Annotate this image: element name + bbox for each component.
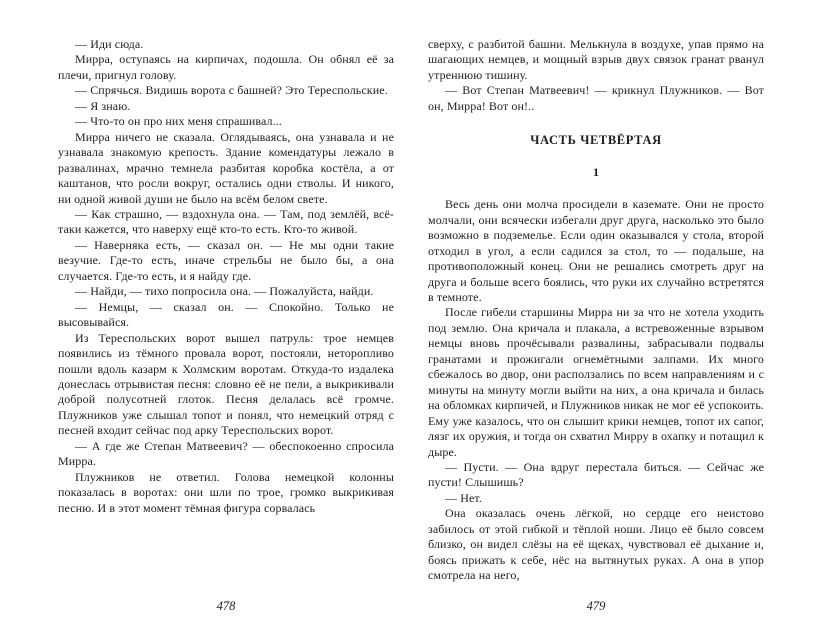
- paragraph: Мирра, оступаясь на кирпичах, подошла. Он обнял её за плечи, пригнул голову.: [58, 52, 394, 82]
- paragraph: Весь день они молча просидели в каземате. Они не просто молчали, они всячески избегали друг друга, насколько это было возможно в подземелье. Если один оказывался у стола, второй отходил в угол, а если садился за стол, то — подальше, на противоположный конец. Они не решались смотреть друг на друга и больше всего боялись, что руки их случайно встретятся в темноте.: [428, 197, 764, 304]
- page-right: [428, 0, 764, 636]
- paragraph: — А где же Степан Матвеевич? — обеспокоенно спросила Мирра.: [58, 438, 394, 469]
- right-page-continuation-text: [428, 37, 764, 114]
- right-page-main-text: [428, 197, 764, 583]
- right-page-number: 479: [586, 599, 606, 613]
- paragraph: — Иди сюда.: [75, 37, 144, 51]
- paragraph: — Найди, — тихо попросила она. — Пожалуйста, найди.: [75, 284, 374, 299]
- chapter-heading: ЧАСТЬ ЧЕТВЁРТАЯ: [530, 133, 662, 148]
- paragraph: Из Тереспольских ворот вышел патруль: трое немцев появились из тёмного провала ворот, постояли, неторопливо пошли вдоль казарм к Холмским воротам. Откуда-то издалека донеслась отрывистая песня: словно её не пели, а выкрикивали доброй полусотней глоток. Песня делалась всё громче. Плужников уже слышал топот и понял, что немецкий отряд с песней входит сейчас под арку Тереспольских ворот.: [58, 330, 394, 438]
- paragraph: — Нет.: [445, 490, 482, 505]
- paragraph: Она оказалась очень лёгкой, но сердце его неистово забилось от этой гибкой и тёплой ноши. Лицо её было совсем близко, он видел слёзы на её щеках, чувствовал её дыхание и, боясь прижать к себе, нёс на вытянутых руках. А она в упор смотрела на него,: [428, 506, 764, 583]
- paragraph: — Спрячься. Видишь ворота с башней? Это Тереспольские.: [75, 83, 388, 98]
- paragraph: сверху, с разбитой башни. Мелькнула в воздухе, упав прямо на шагающих немцев, и мощный взрыв двух связок гранат рванул утреннюю тишину.: [428, 37, 764, 82]
- paragraph: — Как страшно, — вздохнула она. — Там, под землёй, всё-таки кажется, что наверху ещё кто-то есть. Кто-то живой.: [58, 206, 394, 237]
- paragraph: — Что-то он про них меня спрашивал...: [75, 114, 282, 129]
- section-number: 1: [593, 165, 599, 180]
- paragraph: После гибели старшины Мирра ни за что не хотела уходить под землю. Она кричала и плакала, а встревоженные взрывом немцы вновь прочёсывали развалины, забрасывали подвалы гранатами и прожигали огнемётными залпами. Их много сбежалось во двор, они расползались по всем направлениям и с минуты на минуту могли выйти на них, а она кричала и билась на обломках кирпичей, и Плужников никак не мог её успокоить. Ему уже казалось, что он слышит крики немцев, топот их сапог, лязг их оружия, и тогда он схватил Мирру в охапку и потащил к дыре.: [428, 305, 764, 459]
- page-left: [58, 0, 394, 636]
- paragraph: — Пусти. — Она вдруг перестала биться. — Сейчас же пусти! Слышишь?: [428, 459, 764, 490]
- paragraph: — Наверняка есть, — сказал он. — Не мы одни такие везучие. Где-то есть, иначе стрельбы не было бы, а она случается. Где-то есть, и я найду где.: [58, 237, 394, 283]
- left-page-text: [58, 0, 394, 516]
- paragraph: Мирра ничего не сказала. Оглядываясь, она узнавала и не узнавала знакомую крепость. Здание комендатуры лежало в развалинах, мрачно темнела разбитая коробка костёла, а от каштанов, что росли вокруг, остались одни стволы. И никого, ни одной живой души не было на всём белом свете.: [58, 129, 394, 206]
- paragraph: — Немцы, — сказал он. — Спокойно. Только не высовывайся.: [58, 299, 394, 330]
- left-page-number: 478: [216, 599, 236, 613]
- paragraph: Плужников не ответил. Голова немецкой колонны показалась в воротах: они шли по трое, громко выкрикивая песню. И в этот момент тёмная фигура сорвалась: [58, 469, 394, 515]
- right-page-body: [428, 0, 764, 584]
- paragraph: — Я знаю.: [75, 98, 131, 113]
- paragraph: — Вот Степан Матвеевич! — крикнул Плужников. — Вот он, Мирра! Вот он!..: [428, 83, 764, 113]
